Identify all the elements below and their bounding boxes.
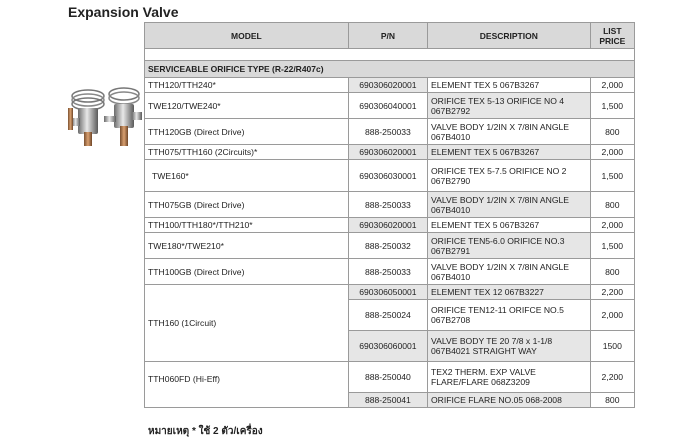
table-header-row bbox=[145, 23, 635, 49]
model-cell: TWE120/TWE240* bbox=[145, 93, 349, 119]
price-cell: 1,500 bbox=[590, 160, 634, 192]
model-cell: TTH120/TTH240* bbox=[145, 78, 349, 93]
price-cell: 800 bbox=[590, 393, 634, 408]
description-cell: ORIFICE TEN12-11 ORIFCE NO.5 067B2708 bbox=[428, 300, 591, 331]
price-cell: 800 bbox=[590, 259, 634, 285]
price-cell: 800 bbox=[590, 119, 634, 145]
pn-cell: 888-250024 bbox=[348, 300, 427, 331]
model-cell: TTH120GB (Direct Drive) bbox=[145, 119, 349, 145]
description-cell: ORIFICE TEN5-6.0 ORIFICE NO.3 067B2791 bbox=[428, 233, 591, 259]
page-title: Expansion Valve bbox=[68, 4, 179, 20]
pn-cell: 690306060001 bbox=[348, 331, 427, 362]
table-row bbox=[145, 145, 635, 160]
price-cell: 2,000 bbox=[590, 218, 634, 233]
price-cell: 1500 bbox=[590, 331, 634, 362]
model-cell: TTH160 (1Circuit) bbox=[145, 285, 349, 362]
model-cell: TTH100/TTH180*/TTH210* bbox=[145, 218, 349, 233]
table-row bbox=[145, 285, 635, 300]
description-cell: ORIFICE FLARE NO.05 068-2008 bbox=[428, 393, 591, 408]
header-list-price: LIST PRICE bbox=[590, 23, 634, 49]
table-row bbox=[145, 192, 635, 218]
header-description: DESCRIPTION bbox=[428, 23, 591, 49]
table-row bbox=[145, 93, 635, 119]
pn-cell: 690306030001 bbox=[348, 160, 427, 192]
description-cell: ORIFICE TEX 5-7.5 ORIFICE NO 2 067B2790 bbox=[428, 160, 591, 192]
section-title: SERVICEABLE ORIFICE TYPE (R-22/R407c) bbox=[145, 61, 635, 78]
description-cell: ELEMENT TEX 5 067B3267 bbox=[428, 218, 591, 233]
price-cell: 2,000 bbox=[590, 145, 634, 160]
spacer-row bbox=[145, 49, 635, 61]
table-row bbox=[145, 362, 635, 393]
header-model: MODEL bbox=[145, 23, 349, 49]
pn-cell: 888-250041 bbox=[348, 393, 427, 408]
pn-cell: 690306040001 bbox=[348, 93, 427, 119]
description-cell: ELEMENT TEX 5 067B3267 bbox=[428, 78, 591, 93]
price-cell: 1,500 bbox=[590, 93, 634, 119]
pn-cell: 888-250033 bbox=[348, 259, 427, 285]
price-cell: 2,000 bbox=[590, 78, 634, 93]
pn-cell: 690306020001 bbox=[348, 145, 427, 160]
description-cell: ORIFICE TEX 5-13 ORIFICE NO 4 067B2792 bbox=[428, 93, 591, 119]
description-cell: VALVE BODY 1/2IN X 7/8IN ANGLE 067B4010 bbox=[428, 259, 591, 285]
table-row bbox=[145, 119, 635, 145]
description-cell: VALVE BODY TE 20 7/8 x 1-1/8 067B4021 STRAIGHT WAY bbox=[428, 331, 591, 362]
pn-cell: 888-250033 bbox=[348, 192, 427, 218]
pn-cell: 888-250040 bbox=[348, 362, 427, 393]
price-cell: 800 bbox=[590, 192, 634, 218]
footnote: หมายเหตุ * ใช้ 2 ตัว/เครื่อง bbox=[148, 426, 263, 437]
price-cell: 1,500 bbox=[590, 233, 634, 259]
price-cell: 2,200 bbox=[590, 285, 634, 300]
pn-cell: 888-250032 bbox=[348, 233, 427, 259]
description-cell: TEX2 THERM. EXP VALVE FLARE/FLARE 068Z3209 bbox=[428, 362, 591, 393]
table-row bbox=[145, 78, 635, 93]
table-row bbox=[145, 160, 635, 192]
pn-cell: 690306020001 bbox=[348, 218, 427, 233]
pn-cell: 690306050001 bbox=[348, 285, 427, 300]
expansion-valve-price-table bbox=[144, 22, 635, 408]
table-row bbox=[145, 218, 635, 233]
section-row bbox=[145, 61, 635, 78]
model-cell: TTH100GB (Direct Drive) bbox=[145, 259, 349, 285]
model-cell: TTH075/TTH160 (2Circuits)* bbox=[145, 145, 349, 160]
description-cell: VALVE BODY 1/2IN X 7/8IN ANGLE 067B4010 bbox=[428, 192, 591, 218]
description-cell: ELEMENT TEX 5 067B3267 bbox=[428, 145, 591, 160]
description-cell: ELEMENT TEX 12 067B3227 bbox=[428, 285, 591, 300]
pn-cell: 690306020001 bbox=[348, 78, 427, 93]
model-cell: TTH060FD (Hi-Eff) bbox=[145, 362, 349, 408]
price-cell: 2,200 bbox=[590, 362, 634, 393]
header-pn: P/N bbox=[348, 23, 427, 49]
table-row bbox=[145, 259, 635, 285]
description-cell: VALVE BODY 1/2IN X 7/8IN ANGLE 067B4010 bbox=[428, 119, 591, 145]
expansion-valve-illustration-icon bbox=[64, 74, 148, 154]
price-cell: 2,000 bbox=[590, 300, 634, 331]
model-cell: TWE180*/TWE210* bbox=[145, 233, 349, 259]
table-row bbox=[145, 233, 635, 259]
model-cell: TWE160* bbox=[145, 160, 349, 192]
model-cell: TTH075GB (Direct Drive) bbox=[145, 192, 349, 218]
pn-cell: 888-250033 bbox=[348, 119, 427, 145]
